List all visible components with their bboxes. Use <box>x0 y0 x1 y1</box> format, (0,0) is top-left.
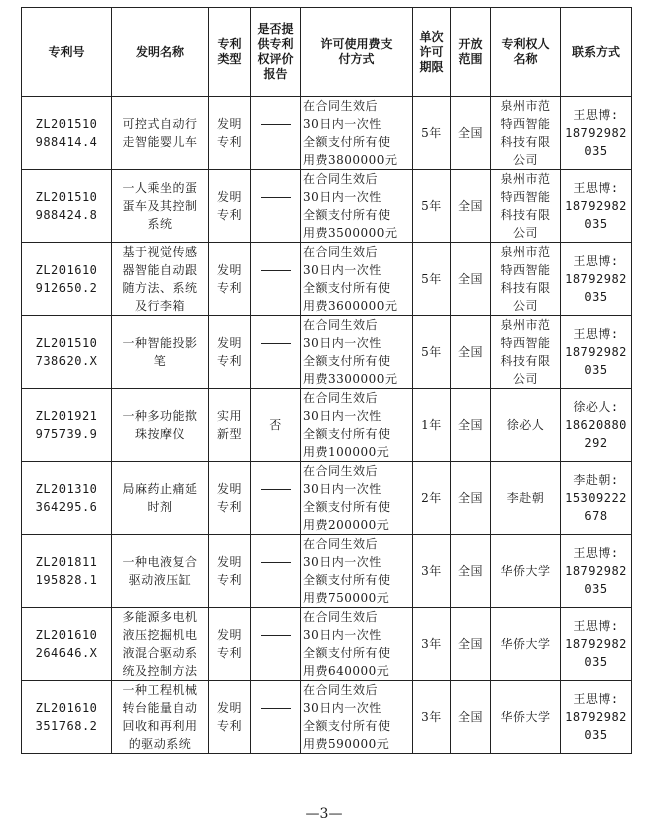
header-patent-type: 专利 类型 <box>209 8 251 97</box>
cell-payment: 在合同生效后 30日内一次性 全额支付所有使 用费3500000元 <box>301 170 413 243</box>
cell-owner: 泉州市范 特西智能 科技有限 公司 <box>491 316 561 389</box>
table-row <box>22 462 632 535</box>
table-body <box>22 97 632 754</box>
cell-scope: 全国 <box>451 681 491 754</box>
dash-mark <box>261 343 291 362</box>
cell-eval-report <box>251 608 301 681</box>
cell-payment: 在合同生效后 30日内一次性 全额支付所有使 用费3800000元 <box>301 97 413 170</box>
cell-eval-report <box>251 170 301 243</box>
dash-mark <box>261 197 291 216</box>
cell-scope: 全国 <box>451 316 491 389</box>
cell-payment: 在合同生效后 30日内一次性 全额支付所有使 用费200000元 <box>301 462 413 535</box>
cell-scope: 全国 <box>451 608 491 681</box>
cell-term: 3年 <box>413 681 451 754</box>
cell-patent-type: 发明 专利 <box>209 170 251 243</box>
cell-contact: 王思博: 18792982 035 <box>561 170 632 243</box>
cell-invention-name: 一种智能投影 笔 <box>112 316 209 389</box>
header-payment: 许可使用费支 付方式 <box>301 8 413 97</box>
header-eval-report: 是否提 供专利 权评价 报告 <box>251 8 301 97</box>
cell-patent-no: ZL201811 195828.1 <box>22 535 112 608</box>
header-patent-no: 专利号 <box>22 8 112 97</box>
table-row <box>22 681 632 754</box>
cell-patent-no: ZL201610 912650.2 <box>22 243 112 316</box>
cell-owner: 华侨大学 <box>491 535 561 608</box>
cell-scope: 全国 <box>451 462 491 535</box>
header-invention-name: 发明名称 <box>112 8 209 97</box>
cell-patent-type: 发明 专利 <box>209 243 251 316</box>
cell-owner: 泉州市范 特西智能 科技有限 公司 <box>491 243 561 316</box>
cell-patent-no: ZL201510 988414.4 <box>22 97 112 170</box>
cell-owner: 华侨大学 <box>491 608 561 681</box>
dash-mark <box>261 124 291 143</box>
cell-contact: 王思博: 18792982 035 <box>561 535 632 608</box>
table-header-row <box>22 8 632 97</box>
cell-term: 5年 <box>413 97 451 170</box>
cell-eval-report <box>251 462 301 535</box>
cell-scope: 全国 <box>451 97 491 170</box>
table-row <box>22 97 632 170</box>
cell-term: 2年 <box>413 462 451 535</box>
cell-invention-name: 一人乘坐的蛋 蛋车及其控制 系统 <box>112 170 209 243</box>
cell-invention-name: 局麻药止痛延 时剂 <box>112 462 209 535</box>
dash-mark <box>261 270 291 289</box>
patent-license-table <box>21 7 632 754</box>
cell-term: 5年 <box>413 243 451 316</box>
dash-mark <box>261 489 291 508</box>
cell-scope: 全国 <box>451 170 491 243</box>
header-scope: 开放 范围 <box>451 8 491 97</box>
cell-contact: 王思博: 18792982 035 <box>561 243 632 316</box>
header-term: 单次 许可 期限 <box>413 8 451 97</box>
table-row <box>22 170 632 243</box>
cell-patent-type: 发明 专利 <box>209 97 251 170</box>
cell-patent-type: 发明 专利 <box>209 316 251 389</box>
cell-contact: 王思博: 18792982 035 <box>561 681 632 754</box>
cell-contact: 王思博: 18792982 035 <box>561 316 632 389</box>
cell-payment: 在合同生效后 30日内一次性 全额支付所有使 用费3300000元 <box>301 316 413 389</box>
table-row <box>22 243 632 316</box>
cell-patent-no: ZL201510 738620.X <box>22 316 112 389</box>
dash-mark <box>261 635 291 654</box>
page-number: —3— <box>305 806 343 822</box>
cell-invention-name: 可控式自动行 走智能婴儿车 <box>112 97 209 170</box>
cell-eval-report: 否 <box>251 389 301 462</box>
cell-payment: 在合同生效后 30日内一次性 全额支付所有使 用费640000元 <box>301 608 413 681</box>
cell-owner: 泉州市范 特西智能 科技有限 公司 <box>491 170 561 243</box>
cell-contact: 王思博: 18792982 035 <box>561 97 632 170</box>
cell-patent-no: ZL201610 351768.2 <box>22 681 112 754</box>
table-row <box>22 608 632 681</box>
cell-patent-type: 发明 专利 <box>209 462 251 535</box>
cell-term: 5年 <box>413 316 451 389</box>
header-contact: 联系方式 <box>561 8 632 97</box>
cell-patent-type: 发明 专利 <box>209 681 251 754</box>
cell-payment: 在合同生效后 30日内一次性 全额支付所有使 用费100000元 <box>301 389 413 462</box>
cell-eval-report <box>251 243 301 316</box>
cell-invention-name: 一种工程机械 转台能量自动 回收和再利用 的驱动系统 <box>112 681 209 754</box>
cell-scope: 全国 <box>451 243 491 316</box>
cell-patent-type: 发明 专利 <box>209 535 251 608</box>
cell-contact: 李赴朝: 15309222 678 <box>561 462 632 535</box>
cell-contact: 徐必人: 18620880 292 <box>561 389 632 462</box>
cell-patent-no: ZL201921 975739.9 <box>22 389 112 462</box>
cell-invention-name: 一种电液复合 驱动液压缸 <box>112 535 209 608</box>
cell-eval-report <box>251 535 301 608</box>
table-row <box>22 316 632 389</box>
table-row <box>22 535 632 608</box>
header-owner: 专利权人 名称 <box>491 8 561 97</box>
cell-term: 3年 <box>413 535 451 608</box>
table-row <box>22 389 632 462</box>
dash-mark <box>261 708 291 727</box>
cell-invention-name: 一种多功能揿 珠按摩仪 <box>112 389 209 462</box>
cell-scope: 全国 <box>451 535 491 608</box>
cell-owner: 华侨大学 <box>491 681 561 754</box>
cell-eval-report <box>251 681 301 754</box>
dash-mark <box>261 562 291 581</box>
cell-term: 3年 <box>413 608 451 681</box>
cell-invention-name: 基于视觉传感 器智能自动跟 随方法、系统 及行李箱 <box>112 243 209 316</box>
cell-owner: 李赴朝 <box>491 462 561 535</box>
cell-eval-report <box>251 97 301 170</box>
cell-owner: 泉州市范 特西智能 科技有限 公司 <box>491 97 561 170</box>
cell-patent-no: ZL201510 988424.8 <box>22 170 112 243</box>
cell-term: 1年 <box>413 389 451 462</box>
cell-patent-type: 实用 新型 <box>209 389 251 462</box>
cell-contact: 王思博: 18792982 035 <box>561 608 632 681</box>
cell-payment: 在合同生效后 30日内一次性 全额支付所有使 用费750000元 <box>301 535 413 608</box>
cell-owner: 徐必人 <box>491 389 561 462</box>
cell-scope: 全国 <box>451 389 491 462</box>
cell-term: 5年 <box>413 170 451 243</box>
cell-invention-name: 多能源多电机 液压挖掘机电 液混合驱动系 统及控制方法 <box>112 608 209 681</box>
cell-patent-no: ZL201310 364295.6 <box>22 462 112 535</box>
cell-patent-type: 发明 专利 <box>209 608 251 681</box>
cell-payment: 在合同生效后 30日内一次性 全额支付所有使 用费3600000元 <box>301 243 413 316</box>
cell-payment: 在合同生效后 30日内一次性 全额支付所有使 用费590000元 <box>301 681 413 754</box>
cell-eval-report <box>251 316 301 389</box>
cell-patent-no: ZL201610 264646.X <box>22 608 112 681</box>
